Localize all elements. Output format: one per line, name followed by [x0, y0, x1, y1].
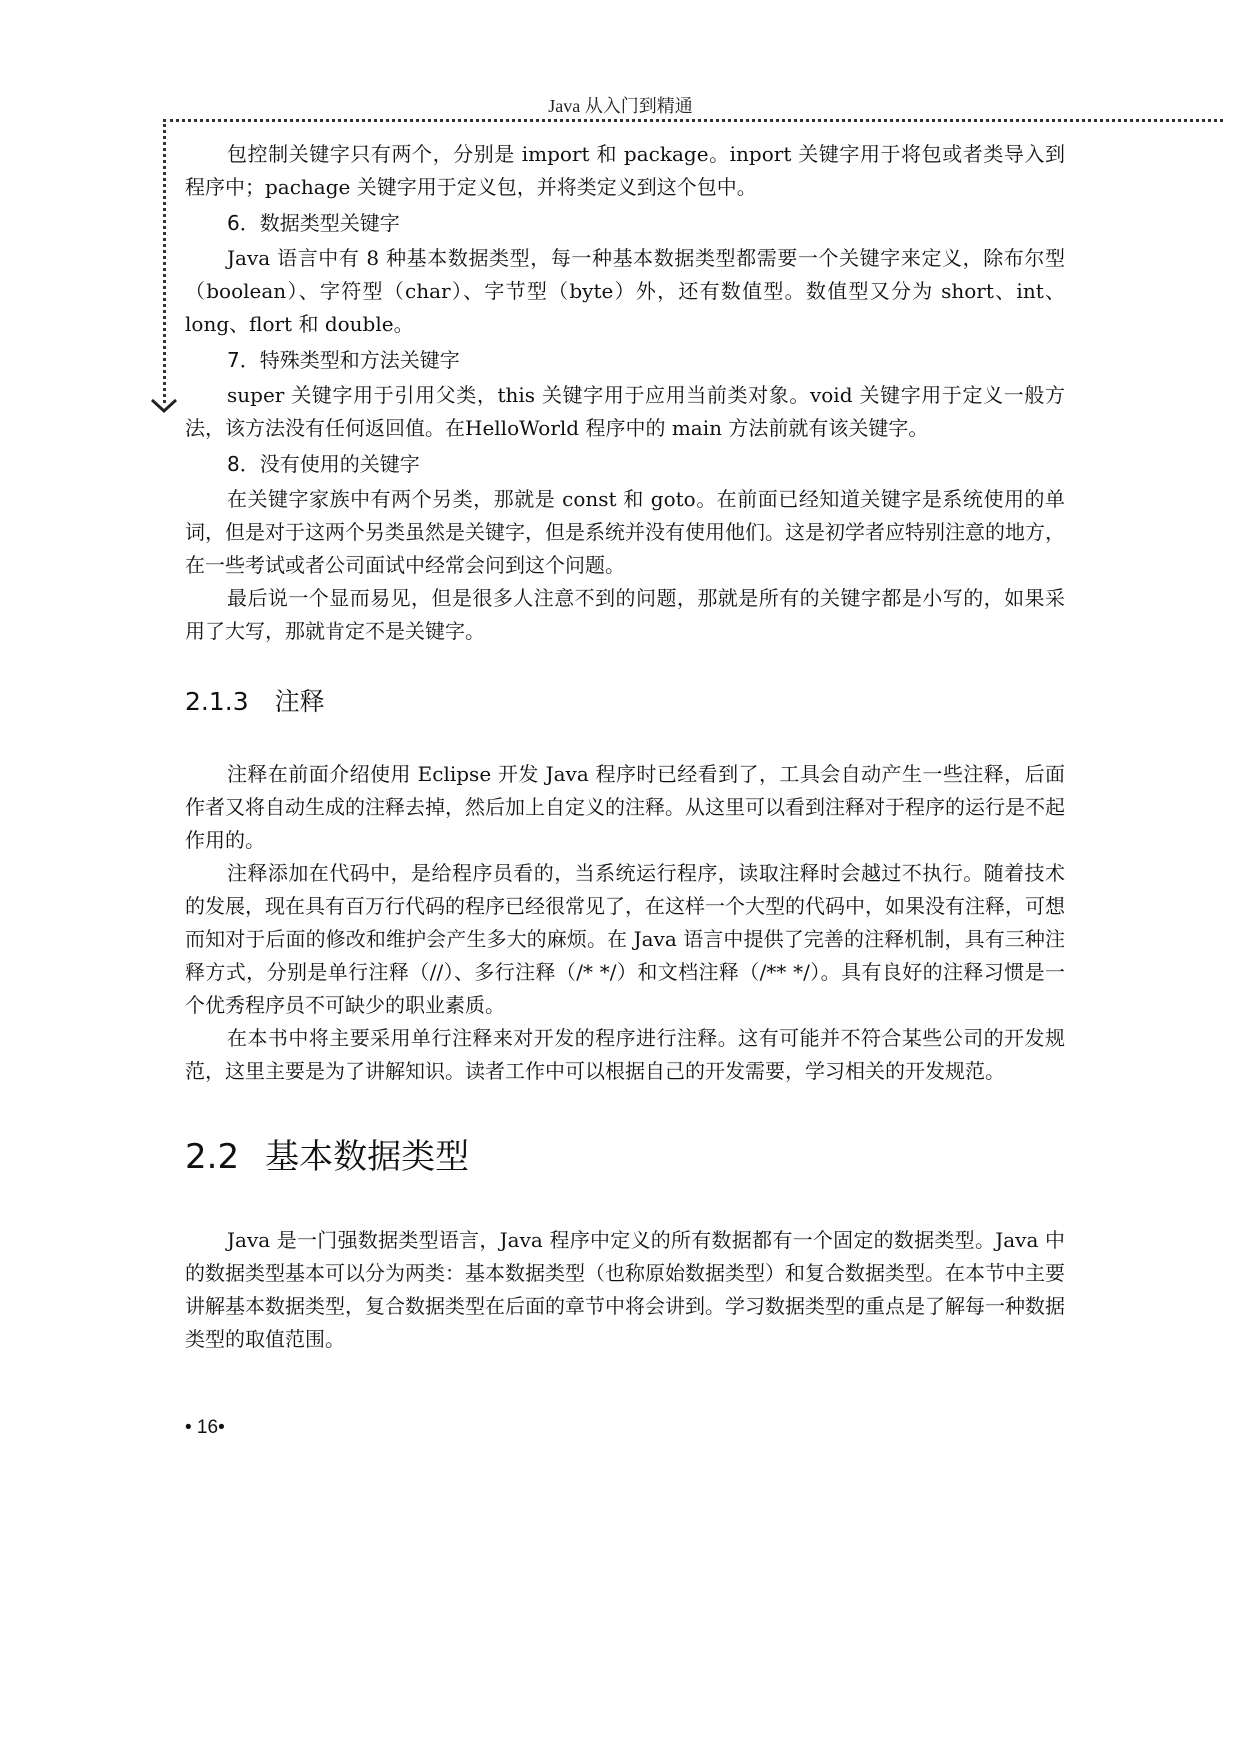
down-arrow-icon — [150, 396, 178, 414]
running-header: Java 从入门到精通 — [548, 96, 693, 116]
paragraph: Java 语言中有 8 种基本数据类型，每一种基本数据类型都需要一个关键字来定义，除布尔型（boolean）、字符型（char）、字节型（byte）外，还有数值型。数值型又分为 short、int、long、flort 和 double。 — [185, 246, 1065, 336]
paragraph: 注释添加在代码中，是给程序员看的，当系统运行程序，读取注释时会越过不执行。随着技术的发展，现在具有百万行代码的程序已经很常见了，在这样一个大型的代码中，如果没有注释，可想而知对于后面的修改和维护会产生多大的麻烦。在 Java 语言中提供了完善的注释机制，具有三种注释方式，分别是单行注释（//）、多行注释（/* */）和文档注释（/** */）。具有良好的注释习惯是一个优秀程序员不可缺少的职业素质。 — [185, 861, 1065, 1017]
section-title: 基本数据类型 — [265, 1137, 470, 1177]
page-number: • 16• — [185, 1417, 225, 1438]
subheading-special-keywords: 7．特殊类型和方法关键字 — [227, 348, 460, 372]
section-heading-basic-data-types — [185, 1134, 1065, 1180]
paragraph: 在本书中将主要采用单行注释来对开发的程序进行注释。这有可能并不符合某些公司的开发规范，这里主要是为了讲解知识。读者工作中可以根据自己的开发需要，学习相关的开发规范。 — [185, 1026, 1065, 1083]
paragraph: super 关键字用于引用父类，this 关键字用于应用当前类对象。void 关键字用于定义一般方法，该方法没有任何返回值。在HelloWorld 程序中的 main 方法前就有该关键字。 — [185, 383, 1065, 440]
section-number: 2.1.3 — [185, 687, 249, 716]
section-title: 注释 — [274, 687, 325, 716]
section-number: 2.2 — [185, 1137, 240, 1177]
side-dotted-rule — [163, 119, 166, 403]
paragraph: 最后说一个显而易见，但是很多人注意不到的问题，那就是所有的关键字都是小写的，如果采用了大写，那就肯定不是关键字。 — [185, 586, 1065, 643]
paragraph: 包控制关键字只有两个，分别是 import 和 package。inport 关键字用于将包或者类导入到程序中；pachage 关键字用于定义包，并将类定义到这个包中。 — [185, 142, 1065, 199]
header-dotted-rule — [163, 119, 1223, 122]
section-heading-comments — [185, 682, 1065, 722]
subheading-unused-keywords: 8．没有使用的关键字 — [227, 452, 420, 476]
paragraph: Java 是一门强数据类型语言，Java 程序中定义的所有数据都有一个固定的数据类型。Java 中的数据类型基本可以分为两类：基本数据类型（也称原始数据类型）和复合数据类型。在本节中主要讲解基本数据类型，复合数据类型在后面的章节中将会讲到。学习数据类型的重点是了解每一种数据类型的取值范围。 — [185, 1228, 1065, 1351]
subheading-data-type-keywords: 6．数据类型关键字 — [227, 211, 400, 235]
paragraph: 在关键字家族中有两个另类，那就是 const 和 goto。在前面已经知道关键字是系统使用的单词，但是对于这两个另类虽然是关键字，但是系统并没有使用他们。这是初学者应特别注意的地方，在一些考试或者公司面试中经常会问到这个问题。 — [185, 487, 1065, 577]
paragraph: 注释在前面介绍使用 Eclipse 开发 Java 程序时已经看到了，工具会自动产生一些注释，后面作者又将自动生成的注释去掉，然后加上自定义的注释。从这里可以看到注释对于程序的运行是不起作用的。 — [185, 762, 1065, 852]
page-body — [185, 138, 1065, 1356]
